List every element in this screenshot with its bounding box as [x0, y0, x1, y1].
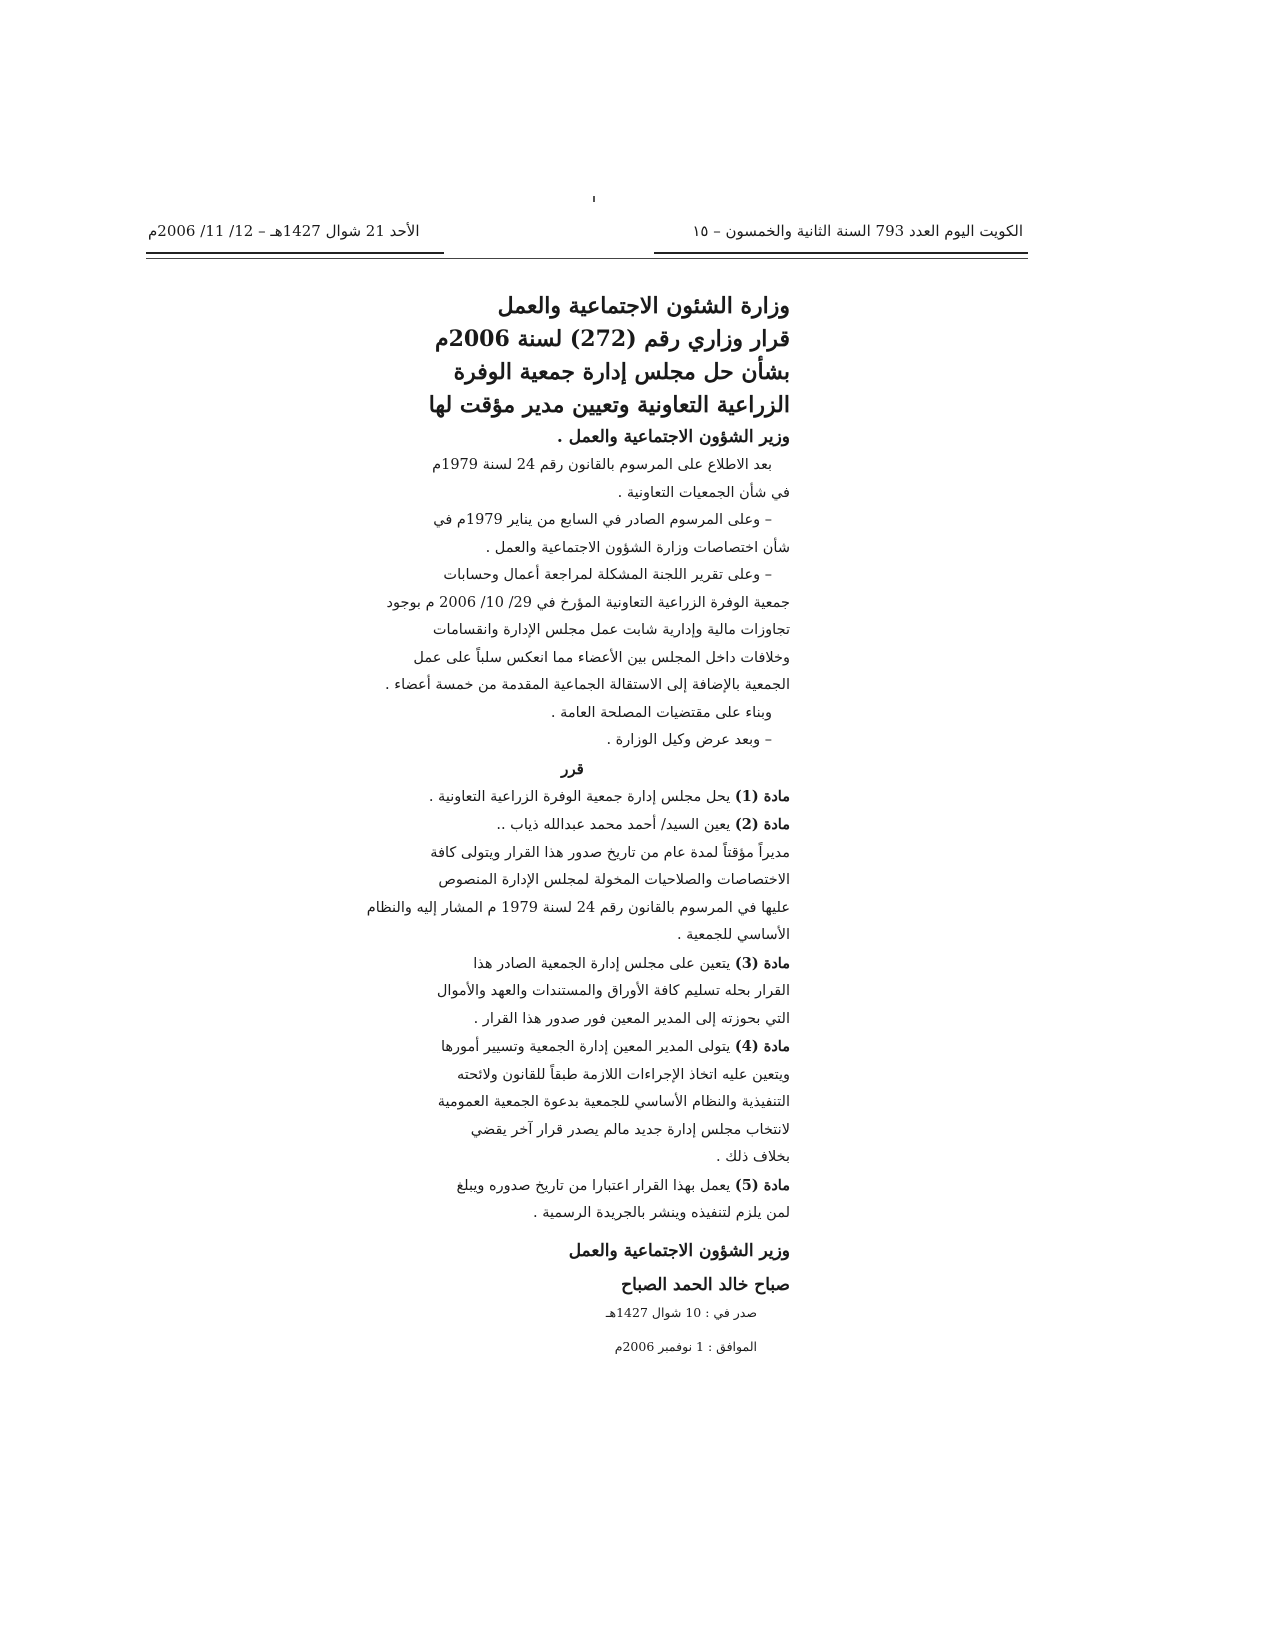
signatory-title: وزير الشؤون الاجتماعية والعمل	[568, 1240, 790, 1261]
preamble-line: – وعلى المرسوم الصادر في السابع من يناير 1979م في	[433, 512, 772, 528]
preamble-line: الجمعية بالإضافة إلى الاستقالة الجماعية المقدمة من خمسة أعضاء .	[385, 677, 790, 693]
article-text-line: التنفيذية والنظام الأساسي للجمعية بدعوة الجمعية العمومية	[437, 1094, 790, 1110]
scan-speck	[593, 196, 595, 202]
preamble-line: وبناء على مقتضيات المصلحة العامة .	[550, 704, 772, 721]
signatory-name: صباح خالد الحمد الصباح	[621, 1274, 790, 1295]
preamble-line: تجاوزات مالية وإدارية شابت عمل مجلس الإدارة وانقسامات	[432, 622, 790, 638]
header-rule-left	[146, 252, 444, 254]
issued-hijri-date: صدر في : 10 شوال 1427هـ	[605, 1305, 757, 1320]
article-text-line: ويتعين عليه اتخاذ الإجراءات اللازمة طبقاً للقانون ولائحته	[456, 1066, 790, 1083]
article-2	[355, 811, 790, 840]
article-text-line: الأساسي للجمعية .	[676, 927, 790, 943]
decree-subject-line-2: الزراعية التعاونية وتعيين مدير مؤقت لها	[428, 392, 790, 418]
article-5	[355, 1172, 790, 1201]
article-text: يحل مجلس إدارة جمعية الوفرة الزراعية التعاونية .	[428, 788, 731, 805]
article-text-line: لانتخاب مجلس إدارة جديد مالم يصدر قرار آخر يقضي	[470, 1121, 790, 1138]
article-text-line: القرار بحله تسليم كافة الأوراق والمستندات والعهد والأموال	[436, 983, 790, 999]
article-text-line: مديراً مؤقتاً لمدة عام من تاريخ صدور هذا القرار ويتولى كافة	[430, 844, 790, 861]
article-4	[355, 1033, 790, 1062]
article-label: مادة (5)	[734, 1176, 790, 1194]
article-label: مادة (2)	[734, 816, 790, 833]
header-publication-info: الكويت اليوم العدد 793 السنة الثانية والخمسون – ١٥	[692, 222, 1023, 240]
preamble-line: في شأن الجمعيات التعاونية .	[617, 484, 790, 501]
article-text: يتعين على مجلس إدارة الجمعية الصادر هذا	[473, 955, 731, 972]
minister-heading: وزير الشؤون الاجتماعية والعمل .	[556, 427, 790, 447]
header-rule-right	[654, 252, 1028, 254]
ministry-name: وزارة الشئون الاجتماعية والعمل	[497, 293, 790, 319]
article-label: مادة (1)	[734, 787, 790, 805]
article-text: يتولى المدير المعين إدارة الجمعية وتسيير أمورها	[440, 1039, 731, 1055]
issue-dates	[606, 1296, 757, 1364]
article-text-line: بخلاف ذلك .	[715, 1149, 790, 1165]
decree-subject-line-1: بشأن حل مجلس إدارة جمعية الوفرة	[453, 359, 790, 385]
article-text-line: الاختصاصات والصلاحيات المخولة لمجلس الإدارة المنصوص	[438, 872, 790, 888]
header-rule-thin	[146, 258, 1028, 259]
article-3	[355, 950, 790, 979]
preamble-line: – وعلى تقرير اللجنة المشكلة لمراجعة أعمال وحسابات	[443, 567, 772, 583]
preamble-line: – وبعد عرض وكيل الوزارة .	[606, 732, 772, 748]
header-date: الأحد 21 شوال 1427هـ – 12/ 11/ 2006م	[148, 222, 420, 240]
article-text: يعمل بهذا القرار اعتبارا من تاريخ صدوره ويبلغ	[456, 1177, 731, 1194]
issued-gregorian-date: الموافق : 1 نوفمبر 2006م	[614, 1339, 757, 1354]
decree-column	[355, 290, 790, 1302]
article-text: يعين السيد/ أحمد محمد عبدالله ذياب ..	[496, 817, 731, 833]
article-label: مادة (3)	[734, 954, 790, 972]
article-text-line: عليها في المرسوم بالقانون رقم 24 لسنة 1979 م المشار إليه والنظام	[366, 899, 790, 916]
decided-heading: قرر	[561, 759, 584, 778]
preamble-line: شأن اختصاصات وزارة الشؤون الاجتماعية والعمل .	[485, 539, 790, 556]
preamble-line: جمعية الوفرة الزراعية التعاونية المؤرخ في 29/ 10/ 2006 م بوجود	[386, 594, 790, 611]
preamble-line: بعد الاطلاع على المرسوم بالقانون رقم 24 لسنة 1979م	[432, 457, 772, 473]
article-text-line: التي بحوزته إلى المدير المعين فور صدور هذا القرار .	[473, 1010, 790, 1027]
article-label: مادة (4)	[734, 1038, 790, 1055]
article-1	[355, 783, 790, 812]
decree-number: قرار وزاري رقم (272) لسنة 2006م	[434, 326, 790, 352]
preamble-line: وخلافات داخل المجلس بين الأعضاء مما انعكس سلباً على عمل	[413, 649, 790, 666]
article-text-line: لمن يلزم لتنفيذه وينشر بالجريدة الرسمية .	[533, 1205, 790, 1221]
